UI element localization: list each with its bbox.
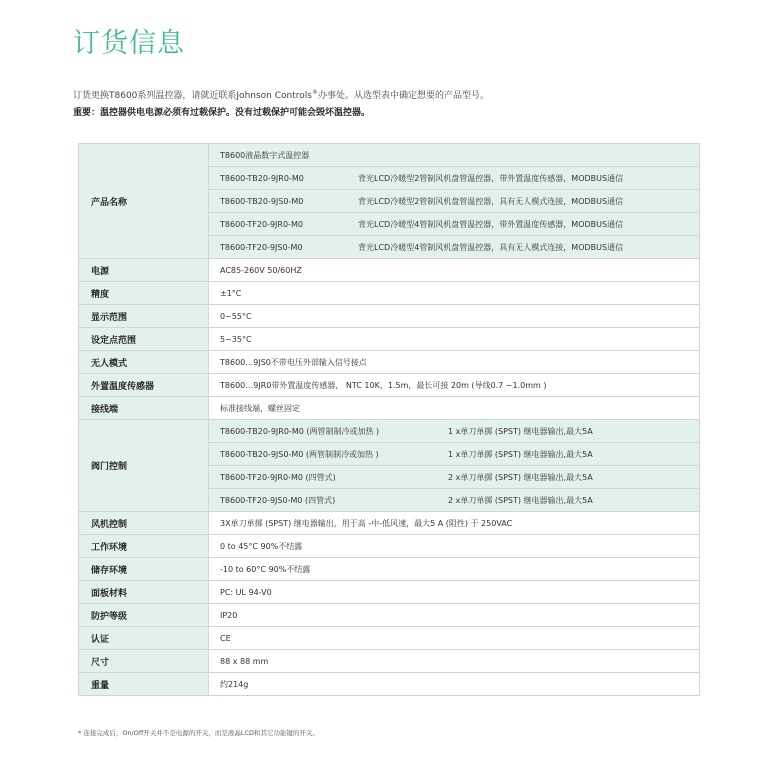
product-desc: 背光LCD冷暖型4管制风机盘管温控器，具有无人模式连接，MODBUS通信 [358,242,624,252]
table-row [79,512,700,535]
important-note: 重要：温控器供电电源必须有过载保护。没有过载保护可能会毁坏温控器。 [73,108,371,118]
product-model: T8600-TF20-9JS0-M0 [220,242,303,252]
product-model: T8600-TF20-9JR0-M0 [220,219,303,229]
table-row [79,558,700,581]
row-label: 无人模式 [79,351,209,374]
valve-model: T8600-TF20-9JS0-M0 (四管式) [220,495,336,505]
row-label: 电源 [79,259,209,282]
row-value: T8600…9JR0带外置温度传感器， NTC 10K，1.5m，最长可接 20m (导线0.7 ~1.0mm ) [209,374,700,397]
row-label: 重量 [79,673,209,696]
table-row [79,535,700,558]
valve-model: T8600-TF20-9JR0-M0 (四管式) [220,472,336,482]
row-value: T8600…9JS0不带电压外部输入信号接点 [209,351,700,374]
row-label: 认证 [79,627,209,650]
table-row [79,581,700,604]
product-desc: 背光LCD冷暖型4管制风机盘管温控器，带外置温度传感器，MODBUS通信 [358,219,624,229]
row-label: 尺寸 [79,650,209,673]
table-row [79,650,700,673]
row-value: 0~55°C [209,305,700,328]
table-row [79,259,700,282]
intro-line-1: 订货更换T8600系列温控器，请就近联系Johnson Controls®办事处。从选型表中确定想要的产品型号。 [73,89,489,101]
row-value: 约214g [209,673,700,696]
table-row [79,282,700,305]
table-row [79,328,700,351]
ordering-info-table [78,143,700,696]
row-label: 设定点范围 [79,328,209,351]
product-model: T8600-TB20-9JS0-M0 [220,196,304,206]
row-label: 储存环境 [79,558,209,581]
row-value: IP20 [209,604,700,627]
row-label: 阀门控制 [79,420,209,512]
intro-text [73,84,489,122]
row-label: 外置温度传感器 [79,374,209,397]
row-value: 88 x 88 mm [209,650,700,673]
product-header: T8600液晶数字式温控器 [209,144,700,167]
row-label: 精度 [79,282,209,305]
row-label: 接线端 [79,397,209,420]
row-label: 防护等级 [79,604,209,627]
row-label: 风机控制 [79,512,209,535]
row-value: PC: UL 94-V0 [209,581,700,604]
table-row [79,627,700,650]
table-row [79,673,700,696]
table-row [79,604,700,627]
table-row [79,420,700,443]
table-row [79,397,700,420]
row-value: -10 to 60°C 90%不结露 [209,558,700,581]
product-model: T8600-TB20-9JR0-M0 [220,173,304,183]
row-value: 5~35°C [209,328,700,351]
row-value: ±1°C [209,282,700,305]
table-row [79,351,700,374]
row-value: 0 to 45°C 90%不结露 [209,535,700,558]
valve-desc: 2 x单刀单掷 (SPST) 继电器输出,最大5A [448,472,593,482]
page-title: 订货信息 [73,28,185,59]
row-label: 产品名称 [79,144,209,259]
table-row [79,374,700,397]
footnote: * 连接完成后，On/Off开关并不是电源的开关，而是液晶LCD和其它功能键的开关。 [78,729,320,737]
row-label: 显示范围 [79,305,209,328]
table-row [79,144,700,167]
row-value: AC85-260V 50/60HZ [209,259,700,282]
valve-desc: 1 x单刀单掷 (SPST) 继电器输出,最大5A [448,449,593,459]
row-value: 标准接线端，螺丝固定 [209,397,700,420]
valve-model: T8600-TB20-9JS0-M0 (两管制制冷或加热 ) [220,449,379,459]
product-desc: 背光LCD冷暖型2管制风机盘管温控器，带外置温度传感器，MODBUS通信 [358,173,624,183]
product-desc: 背光LCD冷暖型2管制风机盘管温控器，具有无人模式连接，MODBUS通信 [358,196,624,206]
valve-model: T8600-TB20-9JR0-M0 (两管制制冷或加热 ) [220,426,380,436]
row-label: 面板材料 [79,581,209,604]
table-row [79,305,700,328]
valve-desc: 2 x单刀单掷 (SPST) 继电器输出,最大5A [448,495,593,505]
row-label: 工作环境 [79,535,209,558]
row-value: 3X单刀单掷 (SPST) 继电器输出，用于高 -中-低风速，最大5 A (阻性) 于 250VAC [209,512,700,535]
valve-desc: 1 x单刀单掷 (SPST) 继电器输出,最大5A [448,426,593,436]
row-value: CE [209,627,700,650]
